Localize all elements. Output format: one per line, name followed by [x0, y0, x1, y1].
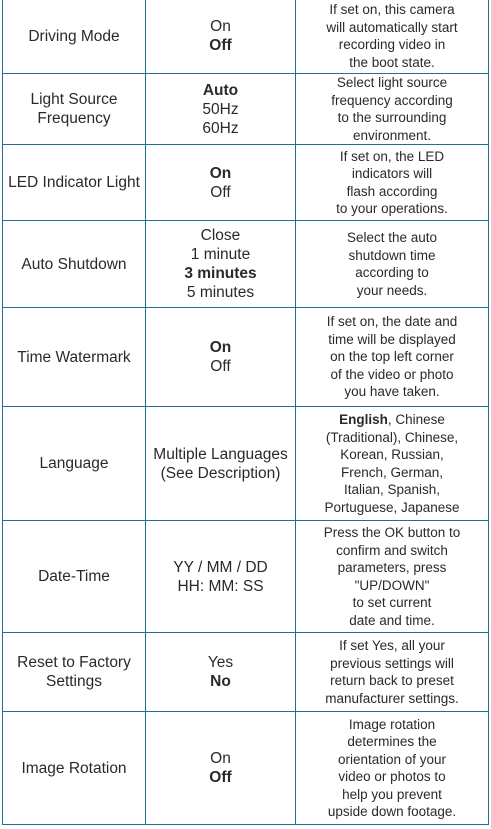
option-default: On	[209, 164, 232, 182]
settings-row	[3, 521, 489, 633]
description-line: Italian, Spanish,	[343, 482, 441, 497]
settings-row	[3, 712, 489, 825]
setting-name-line: Driving Mode	[28, 27, 120, 45]
setting-name	[3, 221, 146, 308]
description-line: flash according	[346, 183, 438, 199]
setting-name-line: Auto Shutdown	[21, 255, 127, 273]
description-text: , Chinese	[387, 412, 445, 427]
description-line: help you prevent	[342, 786, 442, 802]
setting-name-line: Light Source	[30, 91, 118, 108]
settings-row	[3, 0, 489, 74]
description-line: time will be displayed	[328, 331, 456, 347]
option-default: Off	[209, 769, 232, 786]
description-line: the boot state.	[349, 54, 435, 70]
option-default: Off	[209, 37, 232, 54]
description-line: (Traditional), Chinese,	[325, 429, 459, 445]
setting-description	[296, 74, 489, 145]
option: Off	[210, 183, 231, 201]
description-line: If set on, the LED	[339, 148, 445, 164]
setting-name-line: Date-Time	[38, 568, 110, 585]
setting-name	[3, 407, 146, 521]
setting-description	[296, 407, 489, 521]
option: 50Hz	[202, 100, 239, 118]
description-line: French, German,	[340, 464, 444, 480]
description-line: orientation of your	[337, 751, 447, 767]
setting-name-line: Frequency	[37, 110, 111, 127]
setting-options	[146, 221, 296, 308]
description-emphasis: English	[339, 412, 388, 427]
description-line: manufacturer settings.	[325, 690, 459, 706]
settings-row	[3, 74, 489, 145]
description-line: shutdown time	[348, 247, 436, 263]
description-line: If set on, this camera	[329, 2, 455, 17]
setting-name-line: Reset to Factory	[17, 654, 131, 671]
description-line: Press the OK button to	[323, 525, 461, 540]
description-line: If set on, the date and	[326, 314, 458, 330]
setting-name	[3, 0, 146, 74]
option: 60Hz	[202, 119, 239, 137]
option: On	[210, 750, 231, 767]
setting-options	[146, 145, 296, 221]
setting-description	[296, 145, 489, 221]
setting-description	[296, 0, 489, 74]
settings-row	[3, 145, 489, 221]
option: 5 minutes	[186, 284, 255, 301]
setting-name-line: LED Indicator Light	[8, 174, 140, 191]
description-line: determines the	[347, 734, 437, 749]
description-line: recording video in	[338, 37, 446, 52]
option: On	[210, 18, 231, 35]
setting-description	[296, 633, 489, 712]
description-line: Image rotation	[348, 716, 436, 732]
description-line: to your operations.	[336, 201, 448, 216]
description-line: date and time.	[349, 612, 435, 628]
setting-name	[3, 633, 146, 712]
setting-options	[146, 712, 296, 825]
description-line: Portuguese, Japanese	[324, 499, 460, 515]
option-default: Auto	[202, 81, 239, 99]
setting-name	[3, 74, 146, 145]
description-line: according to	[355, 265, 429, 280]
description-line: "UP/DOWN"	[354, 577, 430, 593]
option: YY / MM / DD	[173, 558, 268, 576]
setting-name	[3, 145, 146, 221]
setting-name	[3, 308, 146, 407]
setting-options	[146, 407, 296, 521]
description-line: to the surrounding	[337, 110, 447, 125]
setting-description	[296, 221, 489, 308]
setting-name-line: Language	[39, 455, 109, 472]
setting-options	[146, 0, 296, 74]
description-line: video or photos to	[338, 769, 446, 784]
description-line: If set Yes, all your	[339, 638, 445, 653]
settings-row	[3, 221, 489, 308]
settings-row	[3, 633, 489, 712]
option: Off	[210, 358, 231, 375]
description-line: Select light source	[336, 75, 448, 90]
option: HH: MM: SS	[177, 577, 264, 595]
description-line: your needs.	[356, 282, 428, 298]
setting-description	[296, 308, 489, 407]
description-line: confirm and switch	[336, 542, 448, 558]
option-default: No	[210, 673, 231, 690]
setting-options	[146, 308, 296, 407]
option: Close	[200, 227, 241, 244]
description-line: previous settings will	[330, 655, 454, 671]
option: Multiple Languages	[153, 445, 288, 463]
description-line: will automatically start	[326, 19, 458, 35]
description-line: of the video or photo	[330, 366, 454, 382]
description-line: parameters, press	[337, 560, 447, 575]
description-line: you have taken.	[344, 384, 440, 400]
description-line: frequency according	[331, 92, 453, 108]
description-line: environment.	[352, 127, 432, 143]
description-line: return back to preset	[330, 673, 454, 688]
setting-options	[146, 74, 296, 145]
setting-name-line: Image Rotation	[21, 759, 127, 777]
settings-row	[3, 308, 489, 407]
settings-table	[2, 0, 489, 825]
description-line	[298, 411, 486, 429]
setting-description	[296, 521, 489, 633]
setting-options	[146, 633, 296, 712]
option: (See Description)	[160, 464, 281, 482]
setting-options	[146, 521, 296, 633]
settings-table-body	[3, 0, 489, 825]
option: 1 minute	[190, 246, 251, 263]
description-line: upside down footage.	[327, 804, 457, 819]
setting-name-line: Time Watermark	[17, 348, 131, 366]
option-default: On	[209, 339, 232, 356]
setting-name-line: Settings	[45, 673, 102, 690]
settings-row	[3, 407, 489, 521]
description-line: Select the auto	[346, 230, 438, 245]
description-line: on the top left corner	[330, 349, 454, 365]
description-line: to set current	[352, 595, 432, 610]
setting-name	[3, 712, 146, 825]
description-line: indicators will	[351, 166, 433, 181]
option-default: 3 minutes	[184, 265, 257, 282]
description-line: Korean, Russian,	[340, 447, 444, 462]
setting-name	[3, 521, 146, 633]
option: Yes	[207, 654, 234, 671]
setting-description	[296, 712, 489, 825]
